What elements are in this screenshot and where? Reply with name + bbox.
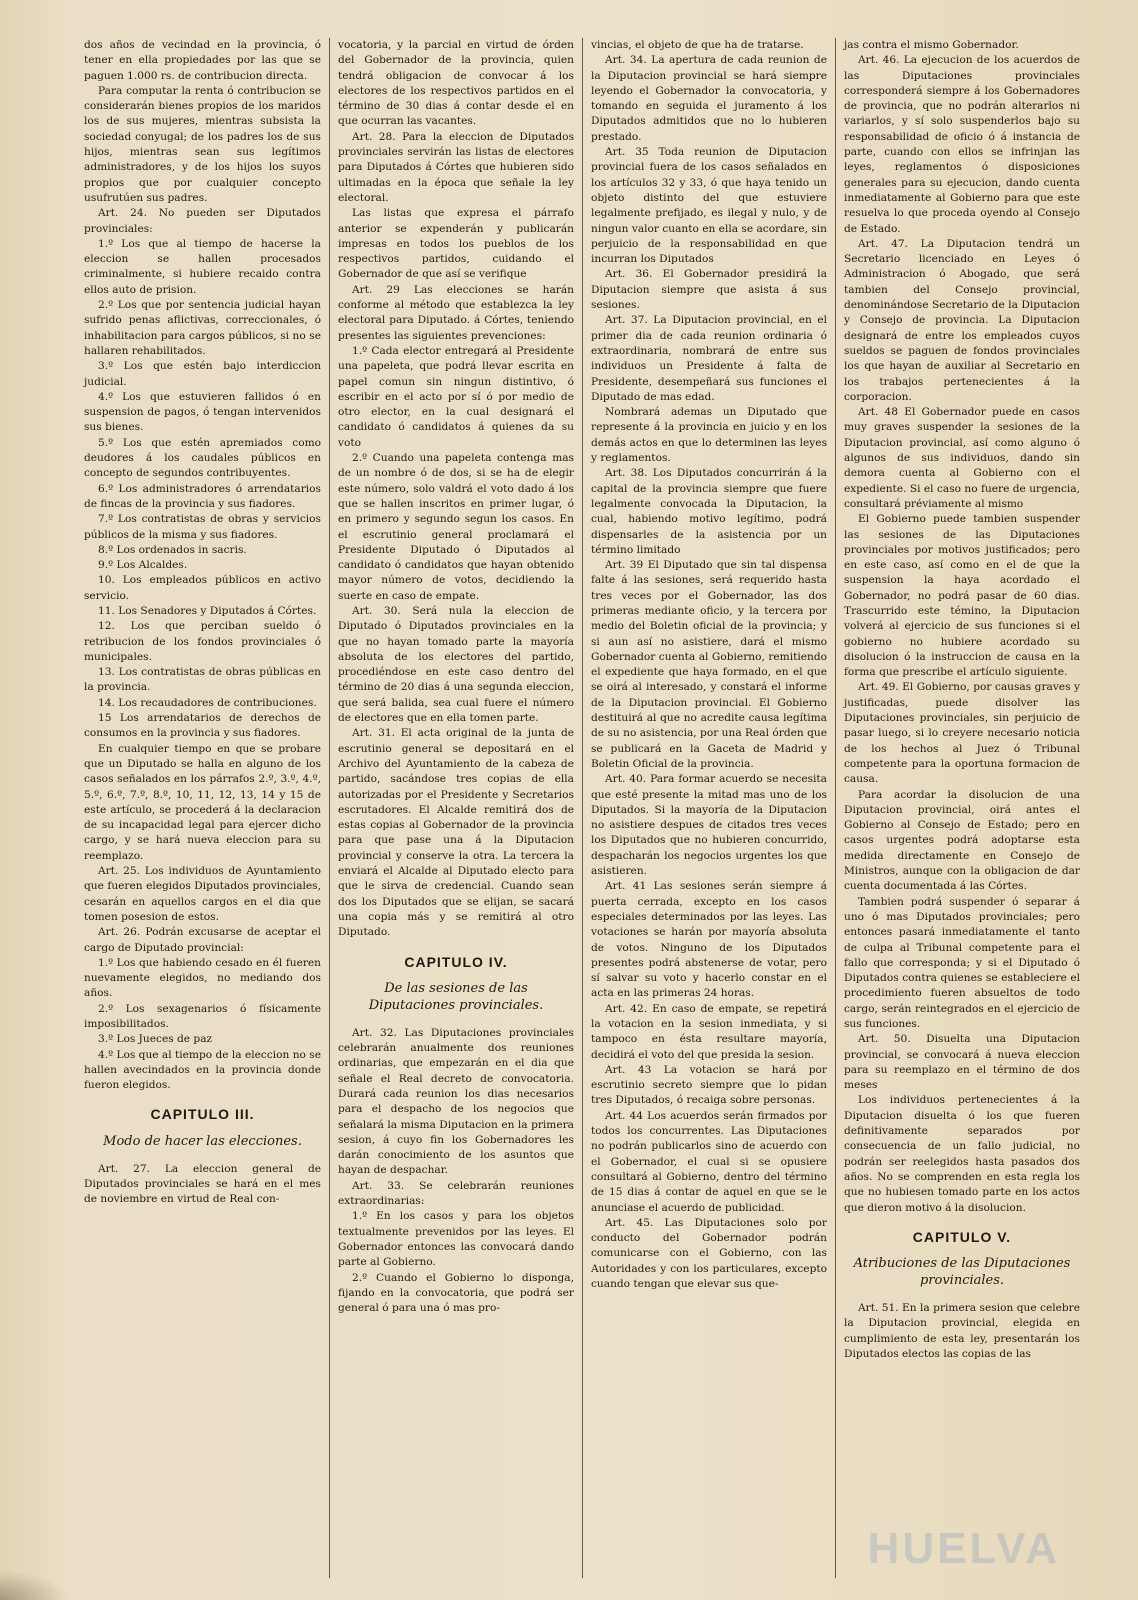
article-paragraph: Art. 47. La Diputacion tendrá un Secretario licenciado en Leyes ó Administracion ó Abogado, que será tambien del Consejo provincial, denominándose Secretario de la Diputacion y Consejo de provincia. La Diputacion designará de entre los empleados cuyos sueldos se paguen de fondos provinciales los que hayan de auxiliar al Secretario en los trabajos pertenecientes á la corporacion.: [844, 237, 1080, 403]
text-columns: [76, 38, 1116, 1578]
paragraph: 2.º Cuando el Gobierno lo disponga, fijando en la convocatoria, que podrá ser general ó para una ó mas pro-: [338, 1271, 574, 1315]
paragraph: 4.º Los que al tiempo de la eleccion no se hallen avecindados en la provincia donde fueron elegidos.: [84, 1048, 321, 1092]
article-paragraph: Art. 34. La apertura de cada reunion de la Diputacion provincial se hará siempre leyendo el Gobernador la convocatoria, y tomando en seguida el juramento á los Diputados admitidos que no lo hubieren prestado.: [591, 54, 827, 143]
article-paragraph: Art. 37. La Diputacion provincial, en el primer dia de cada reunion ordinaria ó extraordinaria, nombrará de entre sus individuos un Presidente á falta de Presidente, desempeñará sus funciones el Diputado de mas edad.: [591, 314, 827, 403]
paragraph: 9.º Los Alcaldes.: [98, 559, 188, 572]
paragraph: Los individuos pertenecientes á la Diputacion disuelta ó los que fueren definitivamente separados por consecuencia de un fallo judicial, no podrán ser reelegidos hasta pasados dos años. No se comprenden en esta regla los que no hubiesen tomado parte en los actos que dieron motivo á la disolucion.: [844, 1094, 1080, 1214]
archive-watermark: HUELVA: [867, 1524, 1060, 1573]
chapter-heading: CAPITULO V.: [912, 1228, 1012, 1245]
article-paragraph: Art. 40. Para formar acuerdo se necesita que esté presente la mitad mas uno de los Diputados. Si la mayoría de la Diputacion no asistiere despues de citados tres veces los Diputados que no hubieren concurrido, despacharán los negocios urgentes los que asistieren.: [591, 773, 827, 878]
paragraph: Para computar la renta ó contribucion se considerarán bienes propios de los maridos los de sus mujeres, mientras subsista la sociedad conyugal; de los padres los de sus hijos, mientras sean sus legítimos administradores, y de los hijos los suyos propios que por cualquier concepto usufrutúen sus padres.: [84, 84, 321, 204]
article-paragraph: Art. 33. Se celebrarán reuniones extraordinarias:: [338, 1179, 574, 1208]
paragraph: Las listas que expresa el párrafo anterior se expenderán y publicarán impresas en todos los pueblos de los respectivos partidos, cuidando el Gobernador de que así se verifique: [338, 207, 574, 281]
paragraph: 13. Los contratistas de obras públicas en la provincia.: [84, 666, 321, 694]
article-paragraph: Art. 25. Los individuos de Ayuntamiento que fueren elegidos Diputados provinciales, cesarán en aquellos cargos en el dia que tomen posesion de estos.: [84, 865, 321, 923]
article-paragraph: Art. 31. El acta original de la junta de escrutinio general se depositará en el Archivo del Ayuntamiento de la cabeza de partido, sacándose tres copias de ella autorizadas por el Presidente y Secretarios escrutadores. El Alcalde remitirá dos de estas copias al Gobernador de la provincia para que pase una á la Diputacion provincial y conserve la otra. La tercera la enviará el Alcalde al Diputado electo para que le sirva de credencial. Cuando sean dos los Diputados que se elijan, se sacará una copia más y se remitirá al otro Diputado.: [338, 727, 574, 939]
chapter-subtitle: De las sesiones de las Diputaciones provinciales.: [368, 980, 544, 1013]
paragraph: Para acordar la disolucion de una Diputacion provincial, oirá antes el Gobierno al Consejo de Estado; pero en casos urgentes podrá adoptarse esta medida directamente en Consejo de Ministros, aunque con la obligacion de dar cuenta documentada á las Córtes.: [844, 788, 1080, 893]
paragraph: 15 Los arrendatarios de derechos de consumos en la provincia y sus fiadores.: [84, 712, 321, 740]
article-paragraph: Art. 44 Los acuerdos serán firmados por todos los concurrentes. Las Diputaciones no podrán publicarlos sino de acuerdo con el Gobernador, el cual si se opusiere consultará al Gobierno, dentro del término de 15 dias á contar de aquel en que se le anunciase el acuerdo de publicidad.: [591, 1109, 827, 1214]
article-paragraph: Art. 45. Las Diputaciones solo por conducto del Gobernador podrán comunicarse con el Gobierno, con las Autoridades y con los particulares, excepto cuando tengan que elevar sus que-: [591, 1216, 827, 1291]
article-paragraph: Art. 27. La eleccion general de Diputados provinciales se hará en el mes de noviembre en virtud de Real con-: [84, 1162, 321, 1206]
article-paragraph: Art. 30. Será nula la eleccion de Diputado ó Diputados provinciales en la que no hayan tomado parte la mayoría absoluta de los electores del partido, procediéndose en este caso dentro del término de 20 dias á una segunda eleccion, que será balida, sea cual fuere el número de electores que en ella tomen parte.: [338, 604, 574, 725]
paragraph: jas contra el mismo Gobernador.: [844, 39, 1019, 51]
article-paragraph: Art. 35 Toda reunion de Diputacion provincial fuera de los casos señalados en los artículos 32 y 33, ó que haya tenido un objeto distinto del que estuviere legalmente prefijado, es ilegal y nulo, y de ningun valor cuanto en ella se acordare, sin perjuicio de la responsabilidad en que incurran los Diputados: [591, 146, 827, 266]
paragraph: Nombrará ademas un Diputado que represente á la provincia en juicio y en los demás actos en que lo determinen las leyes y reglamentos.: [591, 406, 827, 465]
chapter-subtitle: Atribuciones de las Diputaciones provinciales.: [853, 1256, 1071, 1289]
paragraph: vincias, el objeto de que ha de tratarse.: [591, 39, 804, 51]
paragraph: 1.º Cada elector entregará al Presidente una papeleta, que podrá llevar escrita en papel comun sin ningun distintivo, ó escribir en el acto por sí ó por medio de otro elector, en la cual designará el candidato ó candidatos á quienes da su voto: [338, 344, 574, 449]
article-paragraph: Art. 43 La votacion se hará por escrutinio secreto siempre que lo pidan tres Diputados, ó recaiga sobre personas.: [591, 1063, 827, 1107]
paragraph: 2.º Los que por sentencia judicial hayan sufrido penas aflictivas, correccionales, ó inhabilitacion para cargos públicos, si no se hallaren rehabilitados.: [84, 299, 321, 357]
paragraph: 2.º Los sexagenarios ó físicamente imposibilitados.: [84, 1002, 321, 1030]
paragraph: vocatoria, y la parcial en virtud de órden del Gobernador de la provincia, quien tendrá obligacion de convocar á los electores de los respectivos partidos en el término de 30 dias á contar desde el en que ocurran las vacantes.: [338, 39, 574, 128]
paragraph: 1.º En los casos y para los objetos textualmente prevenidos por las leyes. El Gobernador entonces las convocará dando parte al Gobierno.: [338, 1210, 574, 1269]
column-3: [582, 38, 835, 1578]
paragraph: 14. Los recaudadores de contribuciones.: [98, 696, 317, 709]
paragraph: 4.º Los que estuvieren fallidos ó en suspension de pagos, ó tengan intervenidos sus bienes.: [84, 390, 321, 434]
article-paragraph: Art. 49. El Gobierno, por causas graves y justificadas, puede disolver las Diputaciones provinciales, sin perjuicio de pasar luego, si lo creyere necesario noticia de los hechos al Juez ó Tribunal competente para la oportuna formacion de causa.: [844, 681, 1080, 786]
chapter-heading: CAPITULO IV.: [404, 953, 508, 970]
article-paragraph: Art. 38. Los Diputados concurrirán á la capital de la provincia siempre que fuere legalmente convocada la Diputacion, la cual, habiendo motivo legítimo, podrá dispensarles de la asistencia por un término limitado: [591, 467, 827, 556]
chapter-subtitle: Modo de hacer las elecciones.: [103, 1133, 302, 1149]
column-4: [835, 38, 1088, 1578]
paragraph: 1.º Los que habiendo cesado en él fueren nuevamente elegidos, no mediando dos años.: [84, 956, 321, 1000]
page-corner-shadow: [0, 1570, 70, 1600]
paragraph: 11. Los Senadores y Diputados á Córtes.: [98, 604, 317, 617]
chapter-heading: CAPITULO III.: [150, 1106, 255, 1123]
paragraph: El Gobierno puede tambien suspender las sesiones de las Diputaciones provinciales por motivos justificados; pero en este caso, así como en el de que la suspension la haya acordado el Gobernador, no podrá pasar de 60 dias. Trascurrido este témino, la Diputacion volverá al ejercicio de sus funciones si el gobierno no hubiere acordado su disolucion ó la instruccion de causa en la forma que prescribe el artículo siguiente.: [844, 513, 1080, 679]
paragraph: 7.º Los contratistas de obras y servicios públicos de la misma y sus fiadores.: [84, 513, 321, 541]
article-paragraph: Art. 48 El Gobernador puede en casos muy graves suspender la sesiones de la Diputacion provincial, así como alguno ó algunos de sus individuos, dando sin demora cuenta al Gobierno con el expediente. Si el caso no fuere de urgencia, consultará préviamente al mismo: [844, 406, 1080, 510]
article-paragraph: Art. 39 El Diputado que sin tal dispensa falte á las sesiones, será requerido hasta tres veces por el Gobernador, las dos primeras mediante oficio, y la tercera por medio del Boletin oficial de la provincia; y si aun así no asistiere, dará el mismo Gobernador cuenta al Gobierno, remitiendo el expediente que haya formado, en el que se oirá al interesado, y constará el informe de la Diputacion provincial. El Gobierno destituirá al que no acredite causa legítima de su no asistencia, por una Real órden que se publicará en la Gaceta de Madrid y Boletin Oficial de la provincia.: [591, 559, 827, 770]
article-paragraph: Art. 32. Las Diputaciones provinciales celebrarán anualmente dos reuniones ordinarias, que empezarán en el dia que señale el Real decreto de convocatoria. Durará cada reunion los dias necesarios para el despacho de los negocios que señalará la misma Diputacion en la primera sesion, á cuyo fin los Gobernadores les darán conocimiento de los asuntos que hayan de despachar.: [338, 1026, 574, 1177]
article-paragraph: Art. 26. Podrán excusarse de aceptar el cargo de Diputado provincial:: [84, 926, 321, 954]
article-paragraph: Art. 42. En caso de empate, se repetirá la votacion en la sesion inmediata, y si tampoco en ésta resultare mayoría, decidirá el voto del que presida la sesion.: [591, 1002, 827, 1061]
paragraph: dos años de vecindad en la provincia, ó tener en ella propiedades por las que se paguen 1.000 rs. de contribucion directa.: [84, 39, 321, 82]
paragraph: 3.º Los que estén bajo interdiccion judicial.: [84, 360, 321, 388]
article-paragraph: Art. 24. No pueden ser Diputados provinciales:: [84, 207, 321, 235]
paragraph: 12. Los que perciban sueldo ó retribucion de los fondos provinciales ó municipales.: [84, 620, 321, 663]
article-paragraph: Art. 51. En la primera sesion que celebre la Diputacion provincial, elegida en cumplimiento de esta ley, presentarán los Diputados electos las copias de las: [844, 1302, 1080, 1361]
article-paragraph: Art. 29 Las elecciones se harán conforme al método que establezca la ley electoral para Diputado. á Córtes, teniendo presentes las siguientes prevenciones:: [338, 283, 574, 342]
article-paragraph: Art. 28. Para la eleccion de Diputados provinciales servirán las listas de electores para Diputados á Córtes que hubieren sido ultimadas en la época que señale la ley electoral.: [338, 130, 574, 204]
paragraph: 2.º Cuando una papeleta contenga mas de un nombre ó de dos, si se ha de elegir este número, solo valdrá el voto dado á los que se hallen inscritos en primer lugar, ó en primero y segundo segun los casos. En el escrutinio general proclamará el Presidente Diputado ó Diputados al candidato ó candidatos que hayan obtenido mayor número de votos, decidiendo la suerte en caso de empate.: [338, 452, 574, 602]
article-paragraph: Art. 41 Las sesiones serán siempre á puerta cerrada, excepto en los casos especiales determinados por las leyes. Las votaciones se harán por mayoría absoluta de votos. Ninguno de los Diputados presentes podrá abstenerse de votar, pero sí salvar su voto y hacerlo constar en el acta en las primeras 24 horas.: [591, 880, 827, 1000]
paragraph: 5.º Los que estén apremiados como deudores á los caudales públicos en concepto de segundos contribuyentes.: [84, 436, 321, 480]
paragraph: Tambien podrá suspender ó separar á uno ó mas Diputados provinciales; pero entonces pasará inmediatamente el tanto de culpa al Tribunal competente para el fallo que corresponda; y si el Diputado ó Diputados contra quienes se estableciere el procedimiento fueren absueltos de todo cargo, serán reintegrados en el ejercicio de sus funciones.: [844, 895, 1080, 1030]
column-2: [329, 38, 582, 1578]
paragraph: 3.º Los Jueces de paz: [98, 1033, 213, 1046]
paragraph: 10. Los empleados públicos en activo servicio.: [84, 574, 321, 602]
article-paragraph: Art. 36. El Gobernador presidirá la Diputacion siempre que asista á sus sesiones.: [591, 268, 827, 312]
paragraph: 1.º Los que al tiempo de hacerse la eleccion se hallen procesados criminalmente, si hubiere recaido contra ellos auto de prision.: [84, 237, 321, 296]
article-paragraph: Art. 50. Disuelta una Diputacion provincial, se convocará á nueva eleccion para su reemplazo en el término de dos meses: [844, 1033, 1080, 1092]
paragraph: 6.º Los administradores ó arrendatarios de fincas de la provincia y sus fiadores.: [84, 482, 321, 510]
paragraph: En cualquier tiempo en que se probare que un Diputado se halla en alguno de los casos señalados en los párrafos 2.º, 3.º, 4.º, 5.º, 6.º, 7.º, 8.º, 10, 11, 12, 13, 14 y 15 de este artículo, se procederá á la declaracion de su incapacidad legal para ejercer dicho cargo, y se hará nueva eleccion para su reemplazo.: [84, 742, 321, 862]
paragraph: 8.º Los ordenados in sacris.: [98, 543, 247, 556]
article-paragraph: Art. 46. La ejecucion de los acuerdos de las Diputaciones provinciales corresponderá siempre á los Gobernadores de provincia, que no podrán alterarlos ni variarlos, y sí solo suspenderlos bajo su responsabilidad de oficio ó á instancia de parte, cuando con ellos se infrinjan las leyes, reglamentos ó disposiciones generales para su ejecucion, dando cuenta inmediatamente al Gobierno para que este resuelva lo que proceda oyendo al Consejo de Estado.: [844, 54, 1080, 235]
column-1: [76, 38, 329, 1578]
